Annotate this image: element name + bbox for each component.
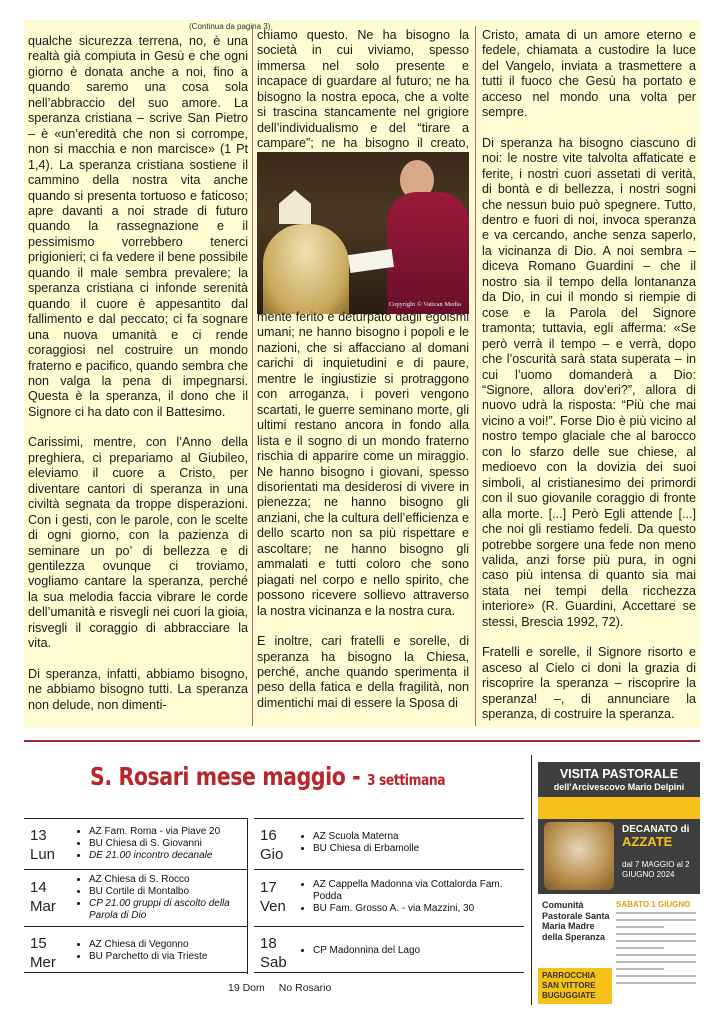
day-number: 15 [30, 935, 47, 952]
day-number: 17 [260, 879, 277, 896]
day-name: Gio [260, 846, 284, 863]
article-column-3 [482, 28, 696, 737]
decanato-name: AZZATE [622, 834, 673, 849]
rosary-location: • AZ Cappella Madonna via Cottalorda Fam. Podda [313, 879, 522, 903]
continued-note: (Continua da pagina 3) [189, 22, 271, 31]
rosary-note: • DE 21.00 incontro decanale [89, 850, 246, 862]
photo-credit: Copyright © Vatican Media [388, 301, 461, 308]
paragraph: Carissimi, mentre, con l’Anno della preghiera, ci prepariamo al Giubileo, eleviamo il cuore a Cristo, per diventare cantori di speranza in una civiltà segnata da troppe disperazioni. Con i gesti, con le parole, con le scelte di ogni giorno, con la pazienza di seminare un po’ di bellezza e di gentilezza ovunque ci troviamo, vogliamo cantare la speranza, perché la sua melodia faccia vibrare le corde dell’umanità e risvegli nei cuori la gioia, risvegli il coraggio di abbracciare la vita. [28, 435, 248, 651]
rosary-location: • BU Cortile di Montalbo [89, 886, 246, 898]
poster-title: VISITA PASTORALE [559, 767, 679, 781]
paragraph: Fratelli e sorelle, il Signore risorto e asceso al Cielo ci doni la grazia di riscoprire la speranza – riscoprire la speranza! –, di annunciare la speranza, di costruire la speranza. [482, 645, 696, 722]
footer-text: No Rosario [278, 982, 332, 994]
paragraph: chiamo questo. Ne ha bisogno la società in cui viviamo, spesso immersa nel solo presente e incapace di guardare al futuro; ne ha bisogno la nostra epoca, che a volte si trascina stancamente nel grigiore dell’individualismo e del “tirare a campare”; ne ha bisogno il creato, [257, 28, 469, 151]
rosari-subtitle: 3 settimana [366, 771, 446, 789]
column-divider [475, 26, 476, 726]
rosary-location: • AZ Chiesa di Vegonno [89, 939, 246, 951]
rosary-note: • CP 21.00 gruppi di ascolto della Parola di Dio [89, 898, 246, 922]
rosari-title: S. Rosari mese maggio - 3 settimana [90, 762, 446, 791]
section-divider [24, 740, 700, 742]
schedule-row [24, 927, 247, 973]
paragraph: Di speranza ha bisogno ciascuno di noi: le nostre vite talvolta affaticate e ferite, i nostri cuori assetati di verità, di bontà e di bellezza, i nostri sogni che nessun buio può spegnere. Tutto, dentro e fuori di noi, invoca speranza e va cercando, anche senza saperlo, la vicinanza di Dio. A noi sembra – diceva Romano Guardini – che il nostro sia il tempo della lontananza da Dio, in cui il mondo si riempie di cose e la Parola del Signore tramonta; tuttavia, egli afferma: «Se però verrà il tempo – e verrà, dopo che l’oscurità sarà stata superata – in cui l’uomo domanderà a Dio: “Signore, allora dov’eri?”, allora di nuovo udrà la risposta: “Più che mai vicino a voi!”. Forse Dio è più vicino al nostro tempo glaciale che al barocco con lo sfarzo delle sue chiese, al medioevo con la dovizia dei suoi simboli, al cristianesimo dei primordi con il suo giovanile coraggio di fronte alla morte. [...] Però Egli attende [...] che noi gli restiamo fedeli. Da questo potrebbe sorgere una fede non meno valida, anzi forse più pura, in ogni caso più intensa di quanto sia mai stata nei tempi della ricchezza interiore» (R. Guardini, Accettare se stessi, Brescia 1992, 72). [482, 135, 696, 629]
article-photo [257, 152, 469, 314]
poster-saturday: SABATO 1 GIUGNO [616, 900, 691, 909]
poster-decanato: DECANATO di AZZATE [622, 824, 690, 849]
day-name: Lun [30, 846, 56, 863]
day-name: Ven [260, 898, 286, 915]
article-column-2-bottom [257, 310, 469, 726]
poster-band [538, 797, 700, 819]
poster-community: Comunità Pastorale Santa Maria Madre della Speranza [542, 900, 610, 942]
archbishop-photo [544, 822, 614, 890]
rosary-location: • BU Chiesa di S. Giovanni [89, 838, 246, 850]
article-panel [24, 20, 700, 728]
day-name: Sab [260, 954, 287, 971]
schedule-row [24, 869, 247, 927]
schedule-divider [247, 818, 248, 974]
rosary-location: • BU Parchetto di via Trieste [89, 951, 246, 963]
pastoral-visit-poster [538, 762, 700, 1004]
schedule-row [254, 869, 524, 927]
day-number: 16 [260, 827, 277, 844]
rosary-location: • BU Chiesa di Erbamolle [313, 843, 522, 855]
paragraph: mente ferito e deturpato dagli egoismi umani; ne hanno bisogno i popoli e le nazioni, che si affacciano al domani carichi di inquietudini e di paure, mentre le ingiustizie si protraggono con arroganza, i poveri vengono scartati, le guerre seminano morte, gli ultimi restano ancora in fondo alla lista e il sogno di un mondo fraterno rischia di apparire come un miraggio. Ne hanno bisogno i giovani, spesso disorientati ma desiderosi di vivere in pienezza; ne hanno bisogno gli anziani, che la cultura dell’efficienza e dello scarto non sa più rispettare e ascoltare; ne hanno bisogno gli ammalati e tutti coloro che sono piagati nel corpo e nello spirito, che possono ricevere sollievo attraverso la nostra vicinanza e la nostra cura. [257, 310, 469, 618]
schedule-row [24, 818, 247, 870]
schedule-row [254, 927, 524, 973]
poster-parish: PARROCCHIA SAN VITTORE BUGUGGIATE [538, 968, 612, 1004]
rosary-location: • CP Madonnina del Lago [313, 945, 522, 957]
paragraph: E inoltre, cari fratelli e sorelle, di speranza ha bisogno la Chiesa, perché, anche quando sperimenta il peso della fatica e della fragilità, non dimentichi mai di essere la Sposa di [257, 634, 469, 710]
day-number: 13 [30, 827, 47, 844]
footer-day: 19 Dom [228, 982, 265, 994]
day-number: 14 [30, 879, 47, 896]
rosary-location: • BU Fam. Grosso A. - via Mazzini, 30 [313, 903, 522, 915]
poster-divider [531, 755, 532, 1005]
rosary-location: • AZ Scuola Materna [313, 831, 522, 843]
paragraph: Di speranza, infatti, abbiamo bisogno, ne abbiamo bisogno tutti. La speranza non delude, non dimenti- [28, 666, 248, 712]
schedule-row [254, 818, 524, 870]
article-column-1 [28, 34, 248, 728]
poster-details [616, 912, 696, 989]
rosary-location: • AZ Fam. Roma - via Piave 20 [89, 826, 246, 838]
column-divider [252, 26, 253, 726]
day-name: Mar [30, 898, 56, 915]
rosary-location: • AZ Chiesa di S. Rocco [89, 874, 246, 886]
poster-subtitle: dell’Arcivescovo Mario Delpini [553, 782, 685, 792]
day-name: Mer [30, 954, 56, 971]
paragraph: Cristo, amata di un amore eterno e fedele, chiamata a custodire la luce del Vangelo, inviata a trasmettere a tutti il fuoco che Gesù ha portato e acceso nel mondo una volta per sempre. [482, 28, 696, 120]
paragraph: qualche sicurezza terrena, no, è una realtà già compiuta in Gesù e che ogni giorno è donata anche a noi, fino a quando saremo una cosa sola nell’abbraccio del suo amore. La speranza cristiana – scrive San Pietro – è «un’eredità che non si corrompe, non si macchia e non marcisce» (1 Pt 1,4). La speranza cristiana sostiene il cammino della nostra vita anche quando si presenta tortuoso e faticoso; apre davanti a noi strade di futuro quando la rassegnazione e il pessimismo vorrebbero tenerci prigionieri; ci fa vedere il bene possibile quando il male sembra prevalere; la speranza cristiana ci infonde serenità quando il cuore è appesantito dal fallimento e dal peccato; ci fa sognare una nuova umanità e ci rende coraggiosi nel costruire un mondo fraterno e pacifico, quando sembra che non valga la pena di impegnarsi. Questa è la speranza, il dono che il Signore ci ha dato con il Battesimo. [28, 34, 248, 419]
schedule-footer [228, 982, 345, 994]
poster-dates: dal 7 MAGGIO al 2 GIUGNO 2024 [622, 860, 690, 879]
day-number: 18 [260, 935, 277, 952]
